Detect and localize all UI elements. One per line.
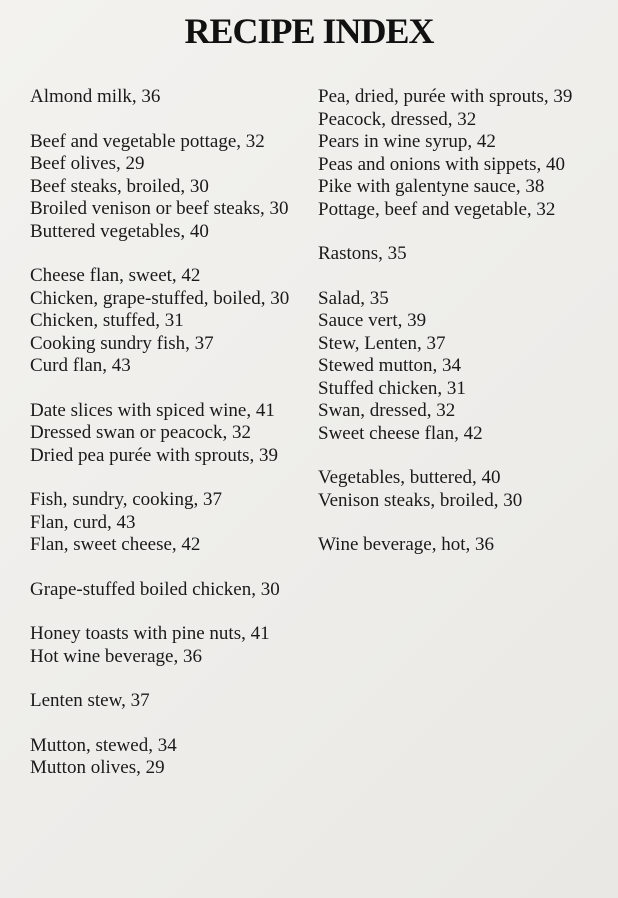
index-entry: Pike with galentyne sauce, 38 bbox=[318, 176, 545, 197]
index-entry: Stewed mutton, 34 bbox=[318, 355, 462, 376]
index-entry: Peas and onions with sippets, 40 bbox=[318, 153, 565, 175]
index-entry: Almond milk, 36 bbox=[30, 86, 161, 107]
index-group bbox=[30, 131, 308, 244]
index-group bbox=[318, 467, 608, 512]
index-entry: Flan, curd, 43 bbox=[30, 511, 136, 533]
index-entry: Chicken, stuffed, 31 bbox=[30, 310, 184, 331]
index-entry: Grape-stuffed boiled chicken, 30 bbox=[30, 578, 280, 600]
index-entry: Beef olives, 29 bbox=[30, 153, 145, 174]
index-entry: Venison steaks, broiled, 30 bbox=[318, 489, 523, 511]
index-group bbox=[318, 288, 608, 446]
index-entry: Broiled venison or beef steaks, 30 bbox=[30, 198, 289, 219]
index-entry: Beef and vegetable pottage, 32 bbox=[30, 130, 265, 152]
index-entry: Mutton, stewed, 34 bbox=[30, 734, 177, 756]
index-entry: Wine beverage, hot, 36 bbox=[318, 534, 494, 555]
index-entry: Flan, sweet cheese, 42 bbox=[30, 534, 201, 555]
page-title: RECIPE INDEX bbox=[184, 11, 434, 51]
index-entry: Stuffed chicken, 31 bbox=[318, 377, 466, 399]
index-entry: Hot wine beverage, 36 bbox=[30, 645, 202, 667]
index-group bbox=[30, 579, 308, 602]
index-entry: Sweet cheese flan, 42 bbox=[318, 422, 483, 444]
index-entry: Vegetables, buttered, 40 bbox=[318, 467, 501, 488]
index-entry: Cooking sundry fish, 37 bbox=[30, 332, 214, 354]
index-entry: Beef steaks, broiled, 30 bbox=[30, 175, 209, 197]
index-entry: Cheese flan, sweet, 42 bbox=[30, 265, 201, 286]
index-group bbox=[318, 534, 608, 557]
index-column-left bbox=[30, 86, 308, 802]
index-entry: Curd flan, 43 bbox=[30, 355, 131, 376]
index-group bbox=[30, 86, 308, 109]
index-entry: Salad, 35 bbox=[318, 287, 389, 309]
index-entry: Stew, Lenten, 37 bbox=[318, 332, 446, 354]
index-group bbox=[30, 735, 308, 780]
index-group bbox=[30, 489, 308, 557]
index-group bbox=[318, 86, 608, 221]
index-group bbox=[30, 400, 308, 468]
index-entry: Honey toasts with pine nuts, 41 bbox=[30, 623, 270, 644]
index-entry: Peacock, dressed, 32 bbox=[318, 108, 477, 130]
index-entry: Chicken, grape-stuffed, boiled, 30 bbox=[30, 287, 290, 309]
index-group bbox=[318, 243, 608, 266]
index-group bbox=[30, 690, 308, 713]
index-entry: Swan, dressed, 32 bbox=[318, 400, 456, 421]
index-entry: Pottage, beef and vegetable, 32 bbox=[318, 198, 556, 220]
index-entry: Fish, sundry, cooking, 37 bbox=[30, 489, 222, 510]
index-group bbox=[30, 623, 308, 668]
index-group bbox=[30, 265, 308, 378]
index-entry: Buttered vegetables, 40 bbox=[30, 220, 209, 242]
index-entry: Date slices with spiced wine, 41 bbox=[30, 399, 275, 421]
index-entry: Mutton olives, 29 bbox=[30, 757, 165, 778]
index-entry: Dried pea purée with sprouts, 39 bbox=[30, 444, 278, 466]
index-entry: Sauce vert, 39 bbox=[318, 310, 427, 331]
index-entry: Pears in wine syrup, 42 bbox=[318, 131, 496, 152]
index-entry: Dressed swan or peacock, 32 bbox=[30, 422, 252, 443]
index-column-right bbox=[318, 86, 608, 579]
index-entry: Rastons, 35 bbox=[318, 243, 407, 264]
index-entry: Pea, dried, purée with sprouts, 39 bbox=[318, 86, 573, 107]
index-entry: Lenten stew, 37 bbox=[30, 690, 150, 711]
